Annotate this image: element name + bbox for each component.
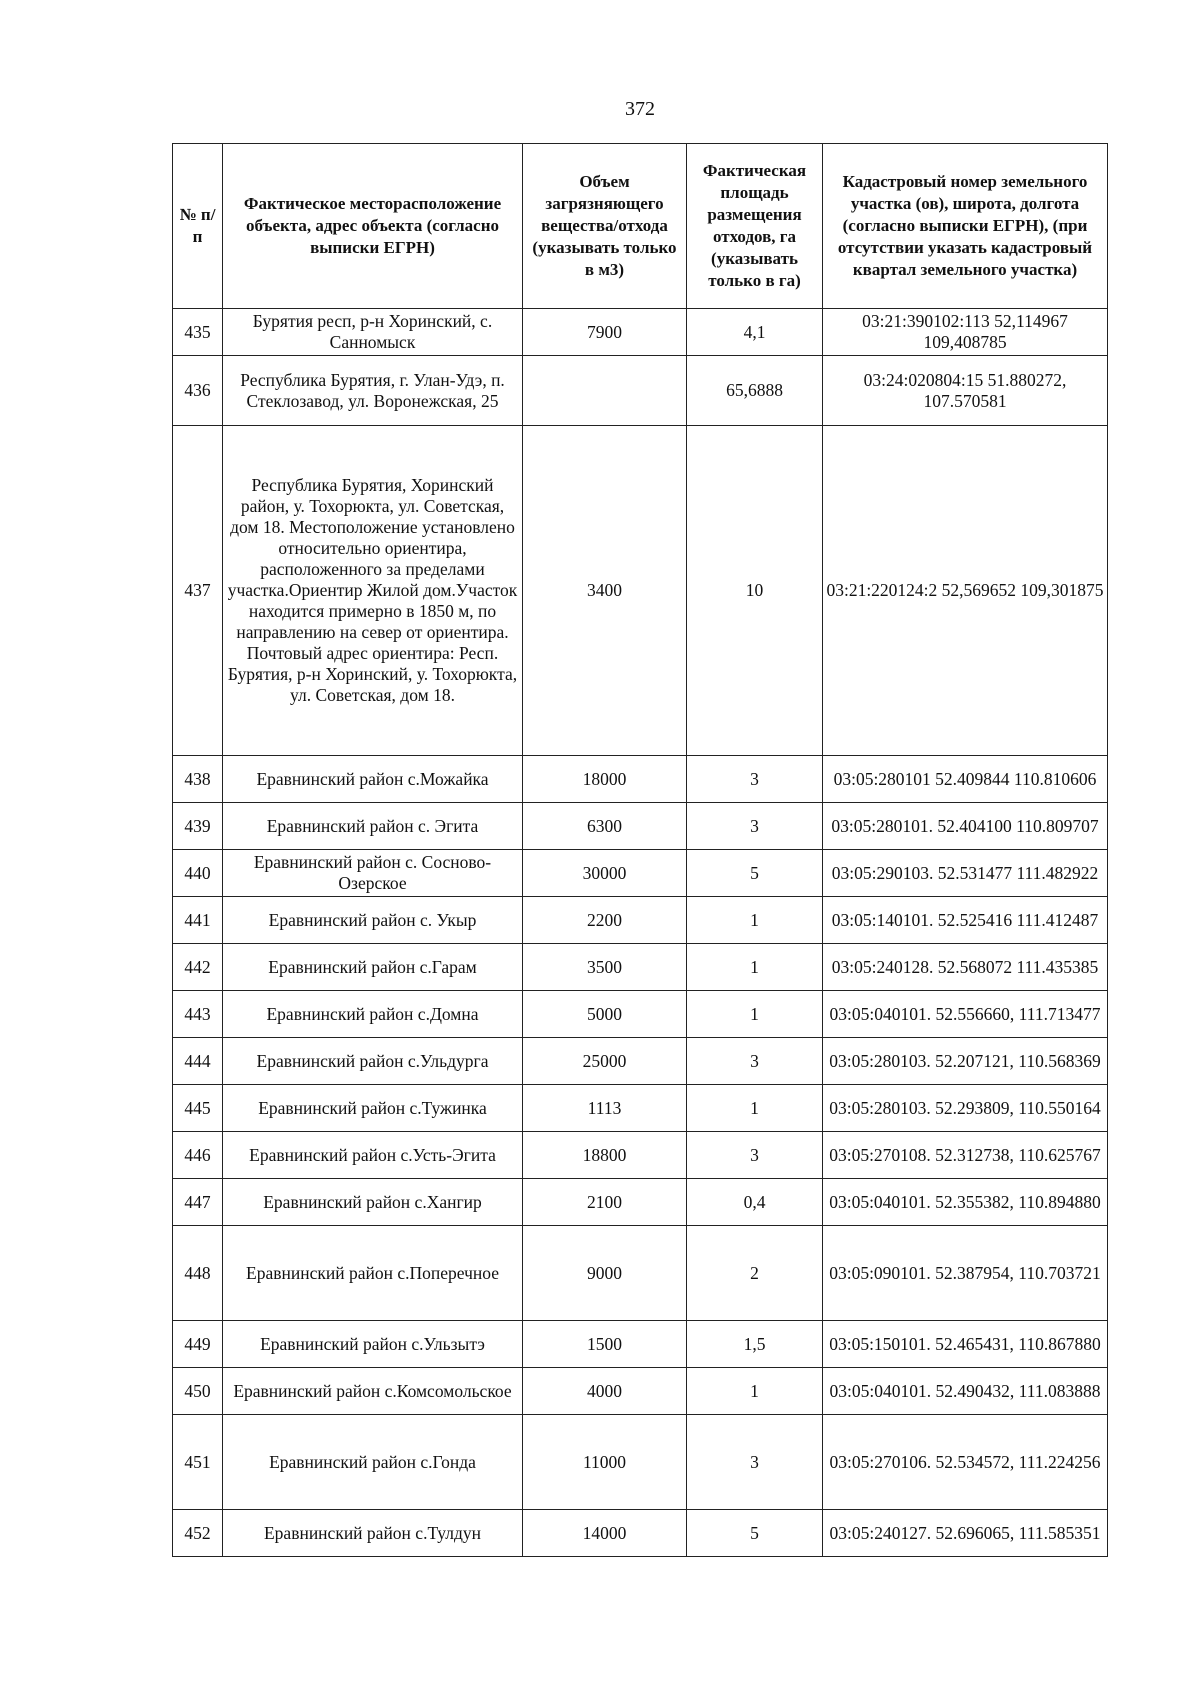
row-volume: 25000 bbox=[523, 1038, 687, 1085]
row-address: Бурятия респ, р-н Хоринский, с. Санномыск bbox=[223, 309, 523, 356]
row-number: 438 bbox=[173, 756, 223, 803]
row-area: 2 bbox=[687, 1226, 823, 1321]
row-cadastral: 03:21:390102:113 52,114967 109,408785 bbox=[823, 309, 1108, 356]
row-address: Еравнинский район с. Эгита bbox=[223, 803, 523, 850]
row-address: Еравнинский район с.Ульзытэ bbox=[223, 1321, 523, 1368]
row-area: 3 bbox=[687, 756, 823, 803]
header-number: № п/ п bbox=[173, 144, 223, 309]
row-cadastral: 03:24:020804:15 51.880272, 107.570581 bbox=[823, 356, 1108, 426]
table-row bbox=[173, 1226, 1108, 1321]
table-row bbox=[173, 1510, 1108, 1557]
table-row bbox=[173, 991, 1108, 1038]
row-number: 444 bbox=[173, 1038, 223, 1085]
row-cadastral: 03:05:240127. 52.696065, 111.585351 bbox=[823, 1510, 1108, 1557]
row-area: 5 bbox=[687, 850, 823, 897]
row-address: Еравнинский район с.Гонда bbox=[223, 1415, 523, 1510]
row-address: Еравнинский район с. Сосново-Озерское bbox=[223, 850, 523, 897]
row-volume bbox=[523, 356, 687, 426]
row-area: 1 bbox=[687, 991, 823, 1038]
row-address: Еравнинский район с.Тужинка bbox=[223, 1085, 523, 1132]
row-number: 452 bbox=[173, 1510, 223, 1557]
row-area: 3 bbox=[687, 1132, 823, 1179]
row-area: 1 bbox=[687, 897, 823, 944]
row-address: Еравнинский район с.Ульдурга bbox=[223, 1038, 523, 1085]
row-number: 439 bbox=[173, 803, 223, 850]
row-volume: 6300 bbox=[523, 803, 687, 850]
row-address: Республика Бурятия, г. Улан-Удэ, п. Стеклозавод, ул. Воронежская, 25 bbox=[223, 356, 523, 426]
row-volume: 11000 bbox=[523, 1415, 687, 1510]
table-row bbox=[173, 309, 1108, 356]
row-volume: 2200 bbox=[523, 897, 687, 944]
table-row bbox=[173, 1368, 1108, 1415]
row-area: 5 bbox=[687, 1510, 823, 1557]
row-cadastral: 03:05:280101 52.409844 110.810606 bbox=[823, 756, 1108, 803]
row-volume: 14000 bbox=[523, 1510, 687, 1557]
row-volume: 7900 bbox=[523, 309, 687, 356]
table-row bbox=[173, 897, 1108, 944]
row-number: 450 bbox=[173, 1368, 223, 1415]
table-header-row bbox=[173, 144, 1108, 309]
row-volume: 18800 bbox=[523, 1132, 687, 1179]
row-volume: 1500 bbox=[523, 1321, 687, 1368]
row-volume: 4000 bbox=[523, 1368, 687, 1415]
row-volume: 9000 bbox=[523, 1226, 687, 1321]
row-area: 1 bbox=[687, 944, 823, 991]
row-volume: 1113 bbox=[523, 1085, 687, 1132]
row-address: Еравнинский район с.Тулдун bbox=[223, 1510, 523, 1557]
row-cadastral: 03:05:040101. 52.355382, 110.894880 bbox=[823, 1179, 1108, 1226]
row-volume: 30000 bbox=[523, 850, 687, 897]
row-address: Еравнинский район с.Комсомольское bbox=[223, 1368, 523, 1415]
table-row bbox=[173, 1321, 1108, 1368]
row-cadastral: 03:21:220124:2 52,569652 109,301875 bbox=[823, 426, 1108, 756]
row-number: 447 bbox=[173, 1179, 223, 1226]
row-cadastral: 03:05:280103. 52.207121, 110.568369 bbox=[823, 1038, 1108, 1085]
row-address: Еравнинский район с.Можайка bbox=[223, 756, 523, 803]
row-area: 3 bbox=[687, 1415, 823, 1510]
row-number: 449 bbox=[173, 1321, 223, 1368]
row-address: Республика Бурятия, Хоринский район, у. Тохорюкта, ул. Советская, дом 18. Местоположение установлено относительно ориентира, расположенного за пределами участка.Ориентир Жилой дом.Участок находится примерно в 1850 м, по направлению на север от ориентира. Почтовый адрес ориентира: Респ. Бурятия, р-н Хоринский, у. Тохорюкта, ул. Советская, дом 18. bbox=[223, 426, 523, 756]
waste-sites-table bbox=[172, 143, 1108, 1557]
row-number: 436 bbox=[173, 356, 223, 426]
row-address: Еравнинский район с.Хангир bbox=[223, 1179, 523, 1226]
row-number: 435 bbox=[173, 309, 223, 356]
row-area: 10 bbox=[687, 426, 823, 756]
row-area: 1 bbox=[687, 1085, 823, 1132]
row-number: 440 bbox=[173, 850, 223, 897]
row-number: 448 bbox=[173, 1226, 223, 1321]
row-cadastral: 03:05:270106. 52.534572, 111.224256 bbox=[823, 1415, 1108, 1510]
table-row bbox=[173, 944, 1108, 991]
row-area: 4,1 bbox=[687, 309, 823, 356]
row-cadastral: 03:05:280103. 52.293809, 110.550164 bbox=[823, 1085, 1108, 1132]
row-volume: 18000 bbox=[523, 756, 687, 803]
row-address: Еравнинский район с.Усть-Эгита bbox=[223, 1132, 523, 1179]
row-cadastral: 03:05:290103. 52.531477 111.482922 bbox=[823, 850, 1108, 897]
row-area: 1,5 bbox=[687, 1321, 823, 1368]
row-number: 451 bbox=[173, 1415, 223, 1510]
row-number: 442 bbox=[173, 944, 223, 991]
table-row bbox=[173, 426, 1108, 756]
row-cadastral: 03:05:240128. 52.568072 111.435385 bbox=[823, 944, 1108, 991]
row-volume: 2100 bbox=[523, 1179, 687, 1226]
table-row bbox=[173, 1085, 1108, 1132]
table-row bbox=[173, 1415, 1108, 1510]
row-volume: 5000 bbox=[523, 991, 687, 1038]
row-cadastral: 03:05:270108. 52.312738, 110.625767 bbox=[823, 1132, 1108, 1179]
table-row bbox=[173, 850, 1108, 897]
table-row bbox=[173, 756, 1108, 803]
row-cadastral: 03:05:150101. 52.465431, 110.867880 bbox=[823, 1321, 1108, 1368]
row-cadastral: 03:05:280101. 52.404100 110.809707 bbox=[823, 803, 1108, 850]
row-cadastral: 03:05:090101. 52.387954, 110.703721 bbox=[823, 1226, 1108, 1321]
header-address: Фактическое месторасположение объекта, адрес объекта (согласно выписки ЕГРН) bbox=[223, 144, 523, 309]
row-address: Еравнинский район с.Поперечное bbox=[223, 1226, 523, 1321]
row-number: 437 bbox=[173, 426, 223, 756]
header-cadastral: Кадастровый номер земельного участка (ов), широта, долгота (согласно выписки ЕГРН), (при отсутствии указать кадастровый квартал земельного участка) bbox=[823, 144, 1108, 309]
row-address: Еравнинский район с.Гарам bbox=[223, 944, 523, 991]
row-address: Еравнинский район с.Домна bbox=[223, 991, 523, 1038]
table-row bbox=[173, 1179, 1108, 1226]
row-area: 1 bbox=[687, 1368, 823, 1415]
table-row bbox=[173, 803, 1108, 850]
header-volume: Объем загрязняющего вещества/отхода (указывать только в м3) bbox=[523, 144, 687, 309]
row-cadastral: 03:05:140101. 52.525416 111.412487 bbox=[823, 897, 1108, 944]
row-area: 65,6888 bbox=[687, 356, 823, 426]
row-volume: 3500 bbox=[523, 944, 687, 991]
row-cadastral: 03:05:040101. 52.490432, 111.083888 bbox=[823, 1368, 1108, 1415]
row-number: 441 bbox=[173, 897, 223, 944]
row-area: 0,4 bbox=[687, 1179, 823, 1226]
row-address: Еравнинский район с. Укыр bbox=[223, 897, 523, 944]
row-number: 445 bbox=[173, 1085, 223, 1132]
row-volume: 3400 bbox=[523, 426, 687, 756]
row-cadastral: 03:05:040101. 52.556660, 111.713477 bbox=[823, 991, 1108, 1038]
row-area: 3 bbox=[687, 803, 823, 850]
row-area: 3 bbox=[687, 1038, 823, 1085]
row-number: 446 bbox=[173, 1132, 223, 1179]
table-row bbox=[173, 1038, 1108, 1085]
page-number: 372 bbox=[625, 98, 655, 120]
table-row bbox=[173, 1132, 1108, 1179]
table-row bbox=[173, 356, 1108, 426]
row-number: 443 bbox=[173, 991, 223, 1038]
header-area: Фактическая площадь размещения отходов, га (указывать только в га) bbox=[687, 144, 823, 309]
